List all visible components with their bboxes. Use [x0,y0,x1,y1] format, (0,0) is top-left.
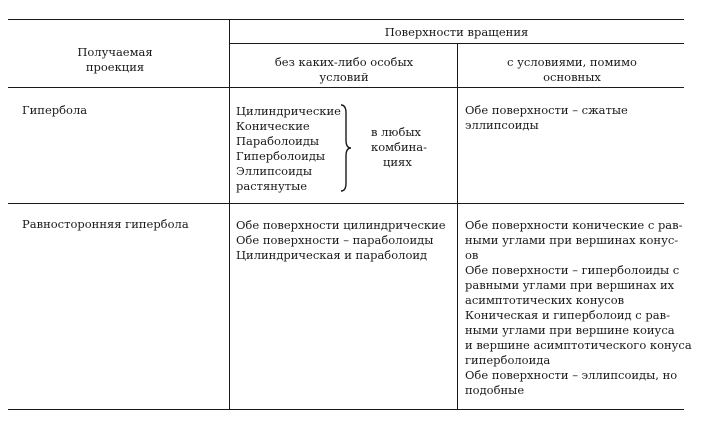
row1-list-item: Параболоиды [236,134,320,148]
row2-no-conditions: Обе поверхности цилиндрические [236,218,446,232]
row1-list-item: растянутые [236,179,308,193]
row2-with-conditions: равными углами при вершинах их [465,278,675,292]
row2-with-conditions: Обе поверхности – эллипсоиды, но [465,368,678,382]
curly-brace [338,103,354,193]
row1-list-item: Конические [236,119,310,133]
column-divider-2 [457,43,458,409]
row1-list-item: Цилиндрические [236,104,341,118]
row2-with-conditions: асимптотических конусов [465,293,625,307]
header-projection: Получаемая проекция [77,45,153,74]
row1-with-conditions: Обе поверхности – сжатые [465,103,628,117]
row2-with-conditions: подобные [465,383,525,397]
row2-no-conditions: Цилиндрическая и параболоид [236,248,428,262]
row2-with-conditions: гиперболоида [465,353,551,367]
row2-projection: Равносторонняя гипербола [22,217,189,231]
row1-projection: Гипербола [22,103,88,117]
row2-with-conditions: ными углами при вершине коиуса [465,323,675,337]
row2-with-conditions: ными углами при вершинах конус- [465,233,679,247]
header-bottom-rule [8,87,684,88]
header-no-conditions: без каких-либо особых условий [274,55,414,84]
row1-brace-note: комбина- [371,140,428,154]
row-separator-rule [8,203,684,204]
column-divider-1 [229,19,230,409]
row2-with-conditions: ов [465,248,479,262]
row1-list-item: Гиперболоиды [236,149,326,163]
table-bottom-rule [8,409,684,410]
row2-with-conditions: Коническая и гиперболоид с рав- [465,308,670,322]
row2-with-conditions: Обе поверхности – гиперболоиды с [465,263,680,277]
row2-with-conditions: и вершине асимптотического конуса [465,338,692,352]
row1-brace-note: циях [383,155,412,169]
row1-list-item: Эллипсоиды [236,164,313,178]
row2-with-conditions: Обе поверхности конические с рав- [465,218,683,232]
row1-with-conditions: эллипсоиды [465,118,539,132]
row2-no-conditions: Обе поверхности – параболоиды [236,233,434,247]
row1-brace-note: в любых [371,125,422,139]
table-top-rule [8,19,684,20]
header-with-conditions: с условиями, помимо основных [507,55,637,84]
header-surfaces: Поверхности вращения [384,25,529,39]
